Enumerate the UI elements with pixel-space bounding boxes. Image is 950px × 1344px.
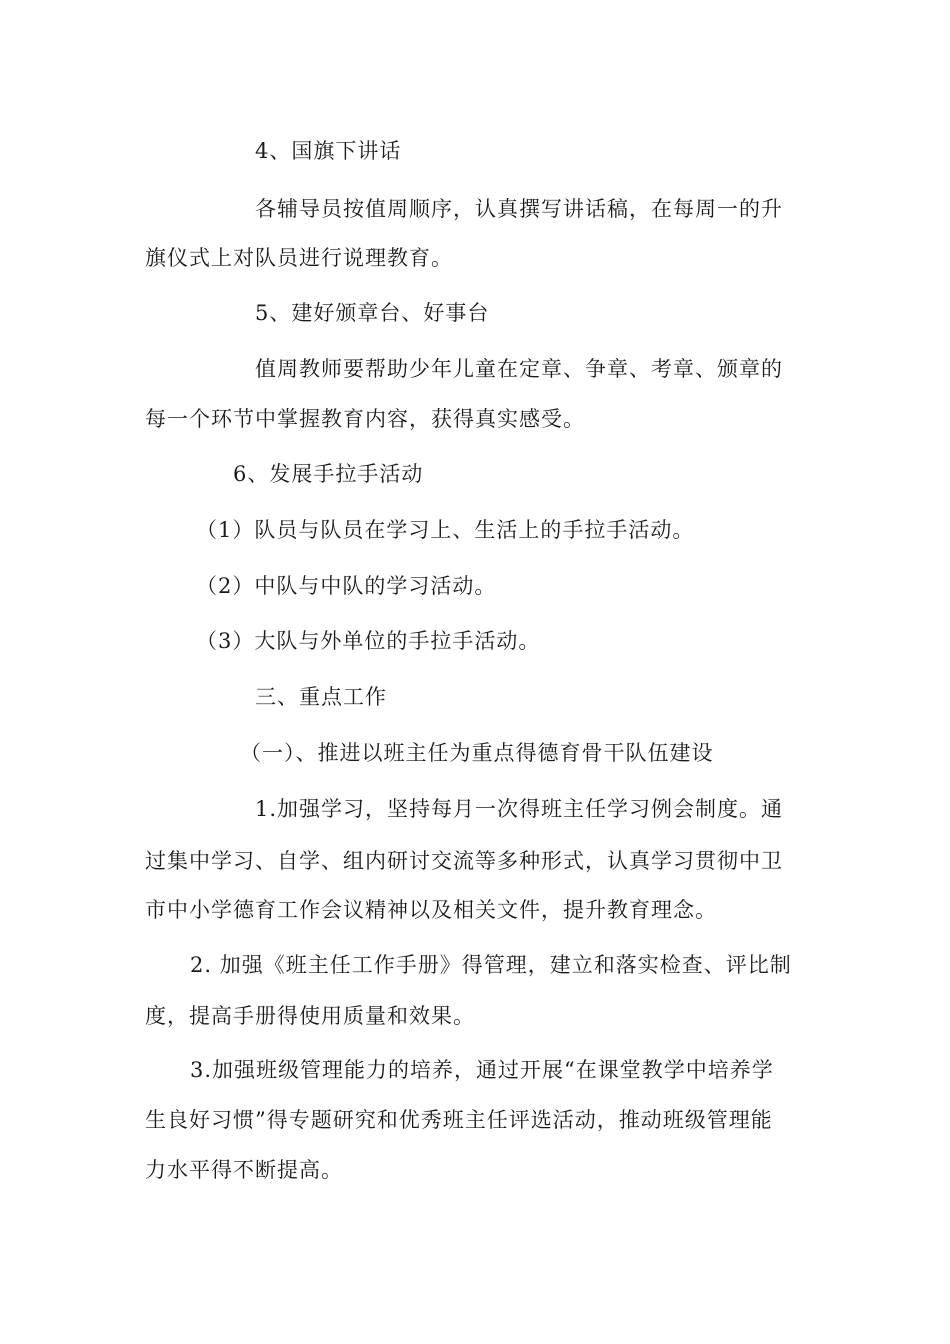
paragraph-line: 1.加强学习，坚持每月一次得班主任学习例会制度。通 [255, 797, 784, 821]
paragraph-line: 过集中学习、自学、组内研讨交流等多种形式，认真学习贯彻中卫 [145, 849, 783, 873]
paragraph-line: 力水平得不断提高。 [145, 1158, 343, 1182]
paragraph-line: 旗仪式上对队员进行说理教育。 [145, 246, 453, 270]
list-item: （2）中队与中队的学习活动。 [196, 574, 497, 598]
list-item: （1）队员与队员在学习上、生活上的手拉手活动。 [196, 518, 695, 542]
paragraph-line: 度，提高手册得使用质量和效果。 [145, 1004, 475, 1028]
paragraph-line: 生良好习惯”得专题研究和优秀班主任评选活动，推动班级管理能 [145, 1108, 773, 1132]
heading-flag-speech: 4、国旗下讲话 [255, 139, 402, 163]
paragraph-line: 3.加强班级管理能力的培养，通过开展“在课堂教学中培养学 [190, 1058, 774, 1082]
paragraph-line: 市中小学德育工作会议精神以及相关文件，提升教育理念。 [145, 898, 717, 922]
heading-hand-in-hand: 6、发展手拉手活动 [233, 462, 424, 486]
paragraph-line: 2. 加强《班主任工作手册》得管理，建立和落实检查、评比制 [190, 953, 792, 977]
list-item: （3）大队与外单位的手拉手活动。 [196, 629, 541, 653]
heading-badge-board: 5、建好颁章台、好事台 [255, 301, 490, 325]
paragraph-line: 值周教师要帮助少年儿童在定章、争章、考章、颁章的 [255, 357, 783, 381]
subsection-heading: （一）、推进以班主任为重点得德育骨干队伍建设 [240, 741, 714, 765]
paragraph-line: 各辅导员按值周顺序，认真撰写讲话稿，在每周一的升 [255, 197, 783, 221]
paragraph-line: 每一个环节中掌握教育内容，获得真实感受。 [145, 407, 585, 431]
section-heading-key-work: 三、重点工作 [255, 685, 387, 709]
